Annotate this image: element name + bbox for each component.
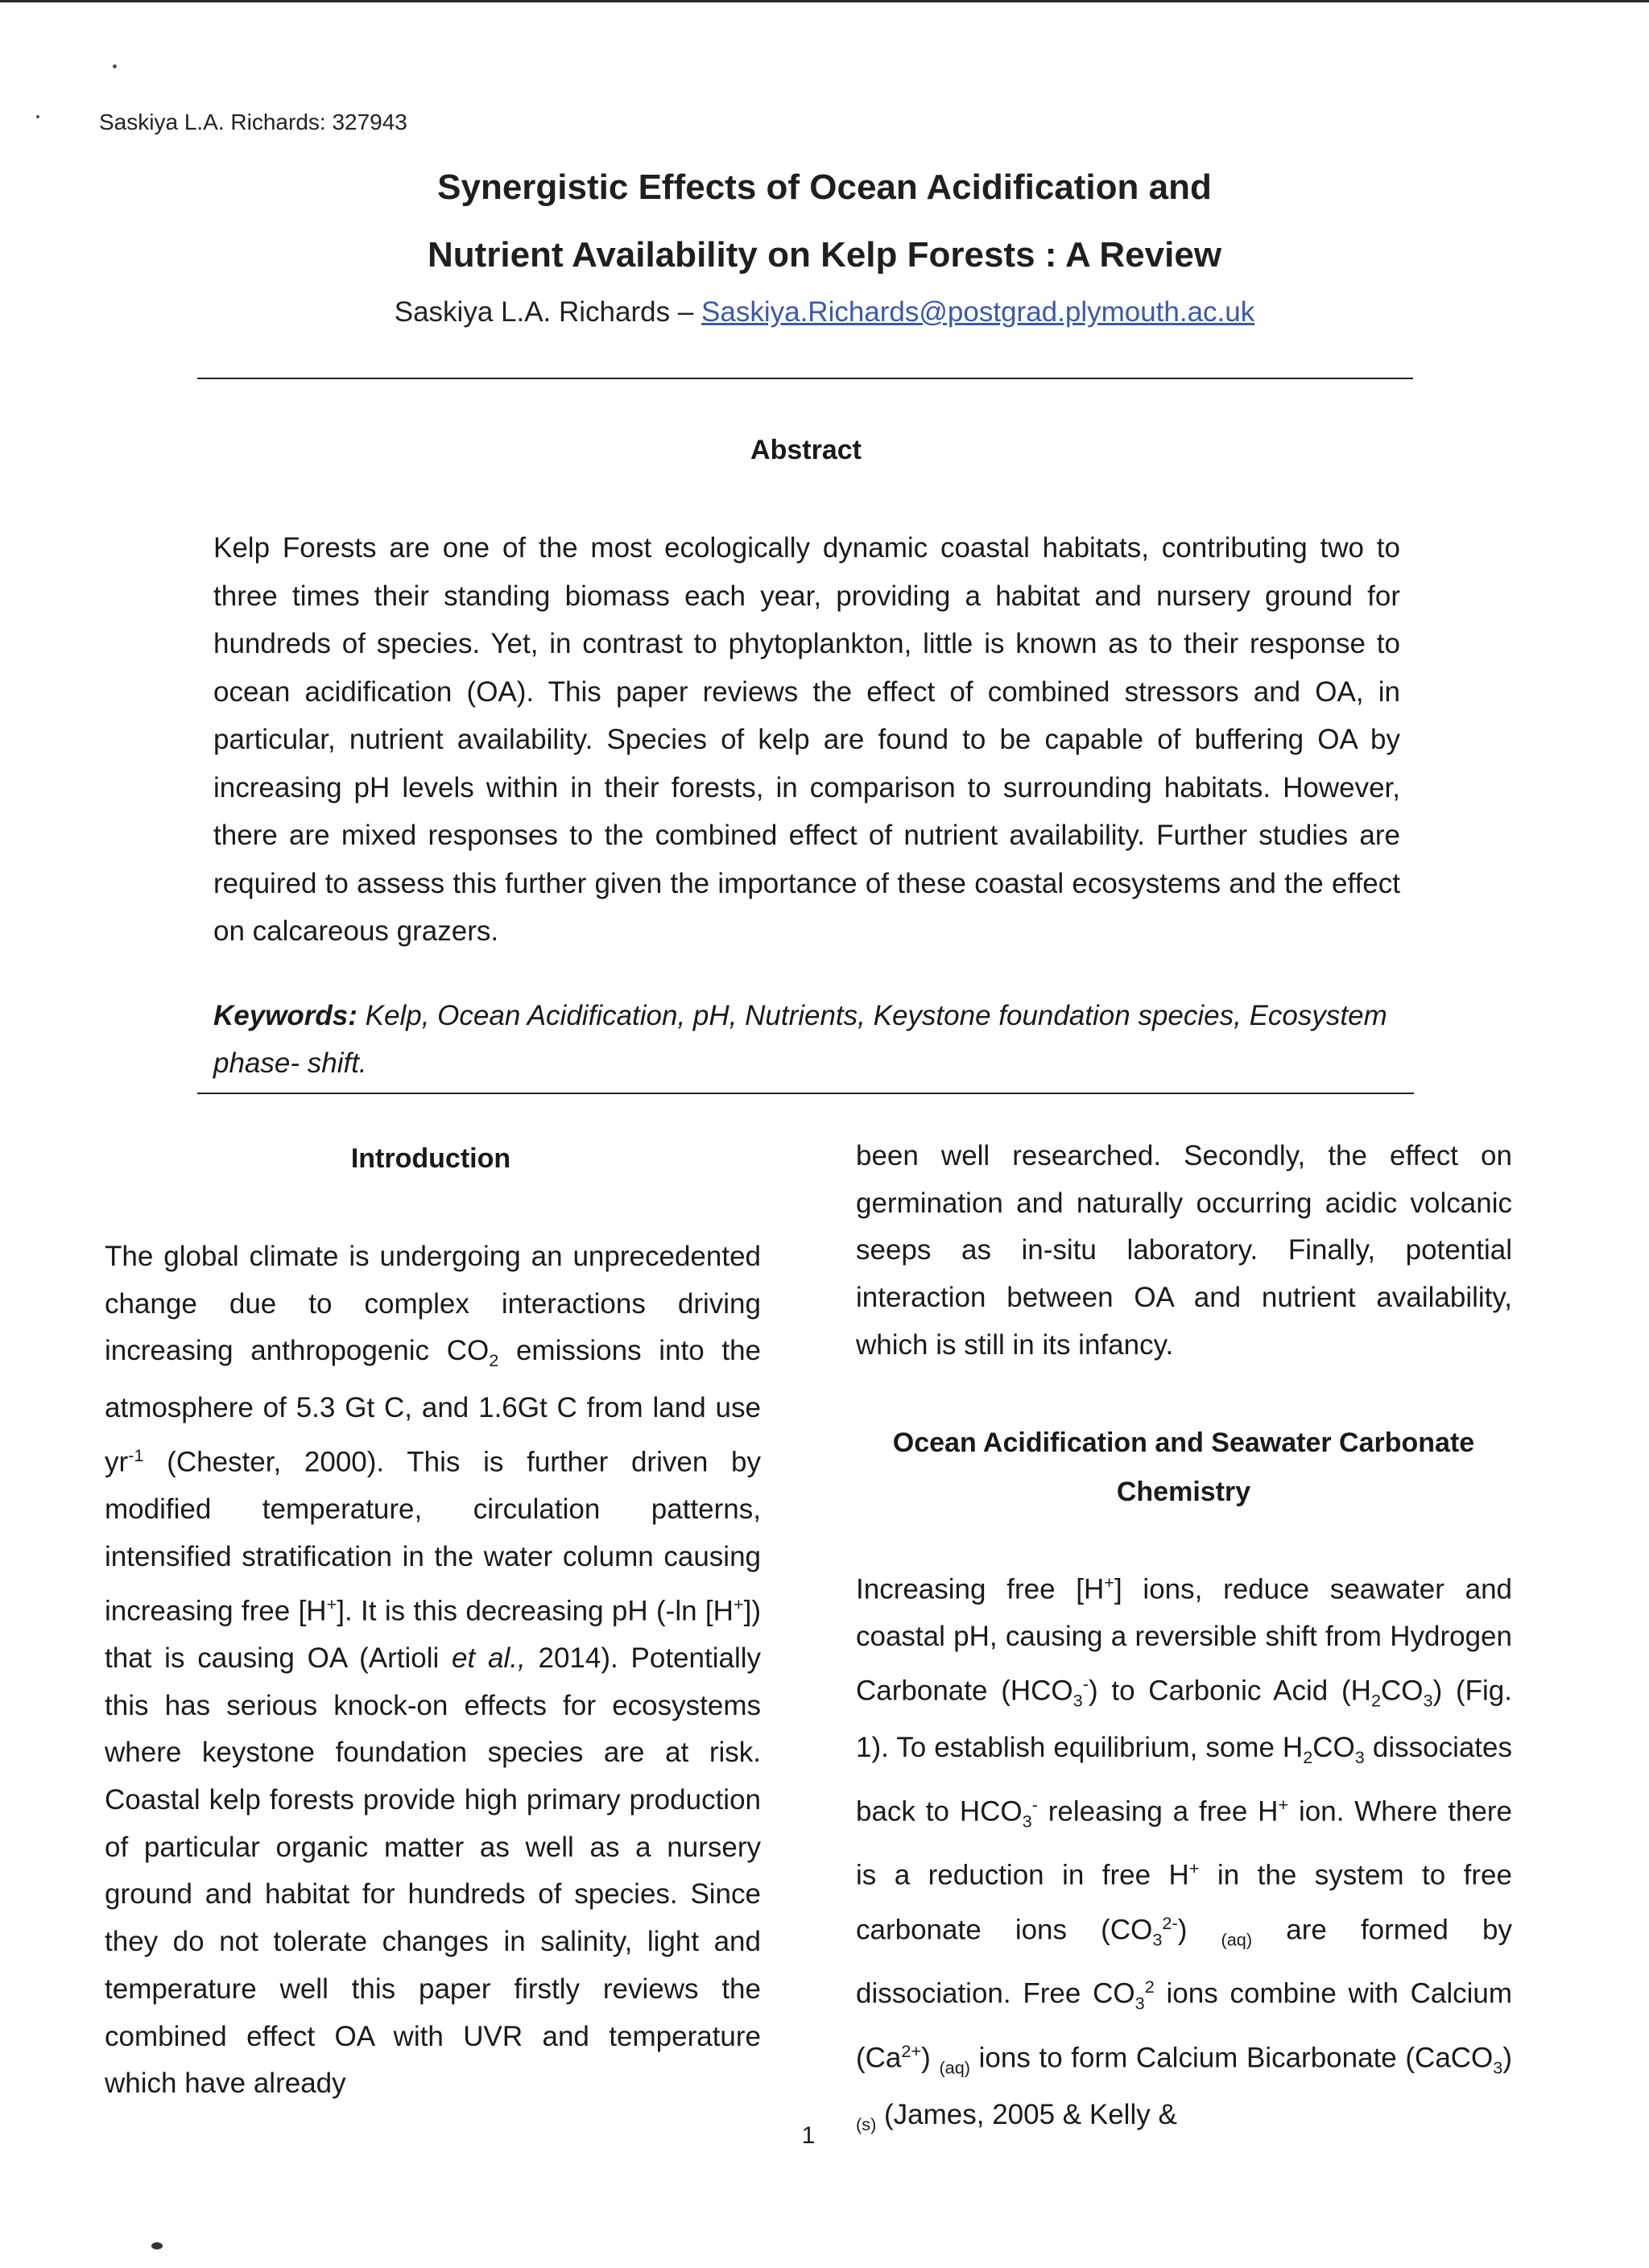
ocean-acidification-body: Increasing free [H+] ions, reduce seawater and coastal pH, causing a reversible shift from Hydrogen Carbonate $(HCO_3^-)$ to Carbonic Acid $(H_2CO_3)$ (Fig. 1). To establish equilibrium, some $H_2CO_3$ dissociates back to $HCO_3^-$ releasing a free H+ ion. Where there is a reduction in free H+ in the system to free carbonate ions $(CO_3^{2-})$ $_{(aq)}$ are formed by dissociation. Free $CO_3^2$ ions combine with Calcium $(Ca^{2+})$ $_{(aq)}$ ions to form Calcium Bicarbonate (CaCO$_3$) $_{(s)}$ (James, 2005 & Kelly & [856,1572,1513,2134]
header-divider [197,378,1413,379]
keywords [213,992,1400,1087]
keywords-label: Keywords: [213,1000,357,1031]
ocean-acidification-heading: Ocean Acidification and Seawater Carbonate Chemistry [892,1427,1475,1507]
scan-speck [151,2242,163,2249]
author-name: Saskiya L.A. Richards – [394,296,702,328]
abstract-body: Kelp Forests are one of the most ecologically dynamic coastal habitats, contributing two to three times their standing biomass each year, providing a habitat and nursery ground for hundreds of species. Yet, in contrast to phytoplankton, little is known as to their response to ocean acidification (OA). This paper reviews the effect of combined stressors and OA, in particular, nutrient availability. Species of kelp are found to be capable of buffering OA by increasing pH levels within in their forests, in comparison to surrounding habitats. However, there are mixed responses to the combined effect of nutrient availability. Further studies are required to assess this further given the importance of these coastal ecosystems and the effect on calcareous grazers. [213,532,1400,947]
introduction-continued: been well researched. Secondly, the effect on germination and naturally occurring acidic volcanic seeps as in-situ laboratory. Finally, potential interaction between OA and nutrient availability, which is still in its infancy. [856,1140,1512,1361]
author-line [0,296,1649,328]
paper-title-line-1: Synergistic Effects of Ocean Acidification and [437,167,1212,207]
introduction-heading: Introduction [350,1143,511,1174]
scan-speck [113,64,117,68]
author-email-link[interactable]: Saskiya.Richards@postgrad.plymouth.ac.uk [701,296,1255,328]
abstract-divider [197,1093,1414,1094]
student-id-header: Saskiya L.A. Richards: 327943 [99,109,407,134]
et-al: et al., [452,1642,526,1674]
scan-edge-line [0,0,1649,2]
paper-title-line-2: Nutrient Availability on Kelp Forests : A Review [427,235,1222,275]
introduction-body: The global climate is undergoing an unprecedented change due to complex interactions driving increasing anthropogenic $CO_2$ emissions into the atmosphere of 5.3 Gt C, and 1.6Gt C from land use $yr^{-1}$ (Chester, 2000). This is further driven by modified temperature, circulation patterns, intensified stratification in the water column causing increasing free [H+]. It is this decreasing pH (-ln [H+]) that is causing OA (Artioli et al., 2014). Potentially this has serious knock-on effects for ecosystems where keystone foundation species are at risk. Coastal kelp forests provide high primary production of particular organic matter as well as a nursery ground and habitat for hundreds of species. Since they do not tolerate changes in salinity, light and temperature well this paper firstly reviews the combined effect OA with UVR and temperature which have already [105,1241,761,2100]
scan-speck [36,115,39,118]
page-number: 1 [801,2122,816,2149]
abstract-heading: Abstract [750,435,862,465]
keywords-text: Kelp, Ocean Acidification, pH, Nutrients, Keystone foundation species, Ecosystem phase- shift. [213,1000,1387,1079]
